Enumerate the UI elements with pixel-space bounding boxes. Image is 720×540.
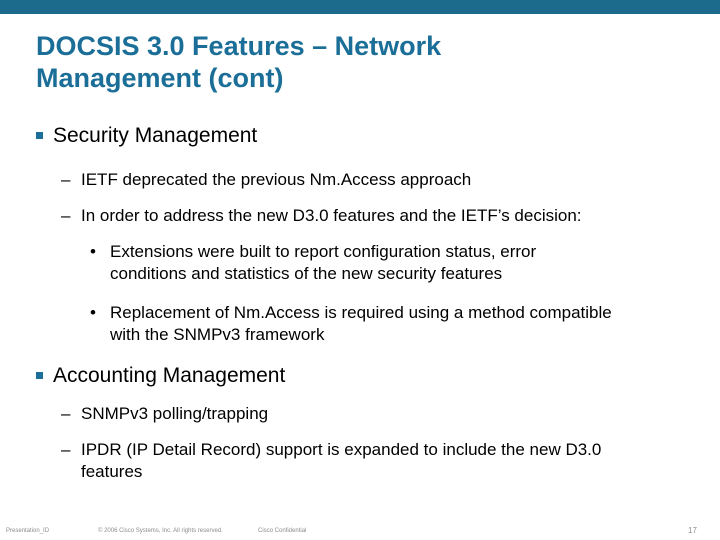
square-bullet-icon	[36, 132, 43, 139]
list-item-text: IETF deprecated the previous Nm.Access approach	[81, 170, 472, 189]
square-bullet-icon	[36, 372, 43, 379]
dash-bullet-icon: –	[61, 440, 71, 459]
list-item	[61, 439, 601, 483]
sub-list-item-line-1: Extensions were built to report configuration status, error	[110, 242, 537, 261]
section-heading-text: Accounting Management	[53, 364, 286, 387]
sub-list-item-line-1: Replacement of Nm.Access is required using a method compatible	[110, 303, 612, 322]
confidential-label: Cisco Confidential	[258, 528, 307, 534]
dot-bullet-icon: •	[90, 242, 96, 261]
sub-list-item-line-2: conditions and statistics of the new security features	[110, 264, 503, 283]
list-item	[61, 403, 268, 425]
copyright-notice: © 2006 Cisco Systems, Inc. All rights reserved.	[98, 528, 223, 534]
sub-list-item	[90, 241, 700, 285]
dash-bullet-icon: –	[61, 170, 71, 189]
dash-bullet-icon: –	[61, 206, 71, 225]
dot-bullet-icon: •	[90, 303, 96, 322]
slide-footer	[0, 526, 720, 538]
section-heading-text: Security Management	[53, 124, 258, 147]
sub-list-item	[90, 302, 700, 346]
list-item	[61, 205, 582, 227]
list-item-text: In order to address the new D3.0 features and the IETF’s decision:	[81, 206, 582, 225]
title-line-1: DOCSIS 3.0 Features – Network	[36, 31, 442, 61]
sub-list-item-line-2: with the SNMPv3 framework	[110, 325, 325, 344]
title-line-2: Management (cont)	[36, 63, 284, 93]
section-heading-security	[36, 124, 257, 148]
dash-bullet-icon: –	[61, 404, 71, 423]
list-item-line-1: IPDR (IP Detail Record) support is expanded to include the new D3.0	[81, 440, 602, 459]
presentation-id: Presentation_ID	[6, 528, 50, 534]
list-item-line-2: features	[81, 462, 143, 481]
page-number: 17	[688, 526, 697, 535]
list-item	[61, 169, 471, 191]
section-heading-accounting	[36, 364, 285, 388]
list-item-text: SNMPv3 polling/trapping	[81, 404, 269, 423]
